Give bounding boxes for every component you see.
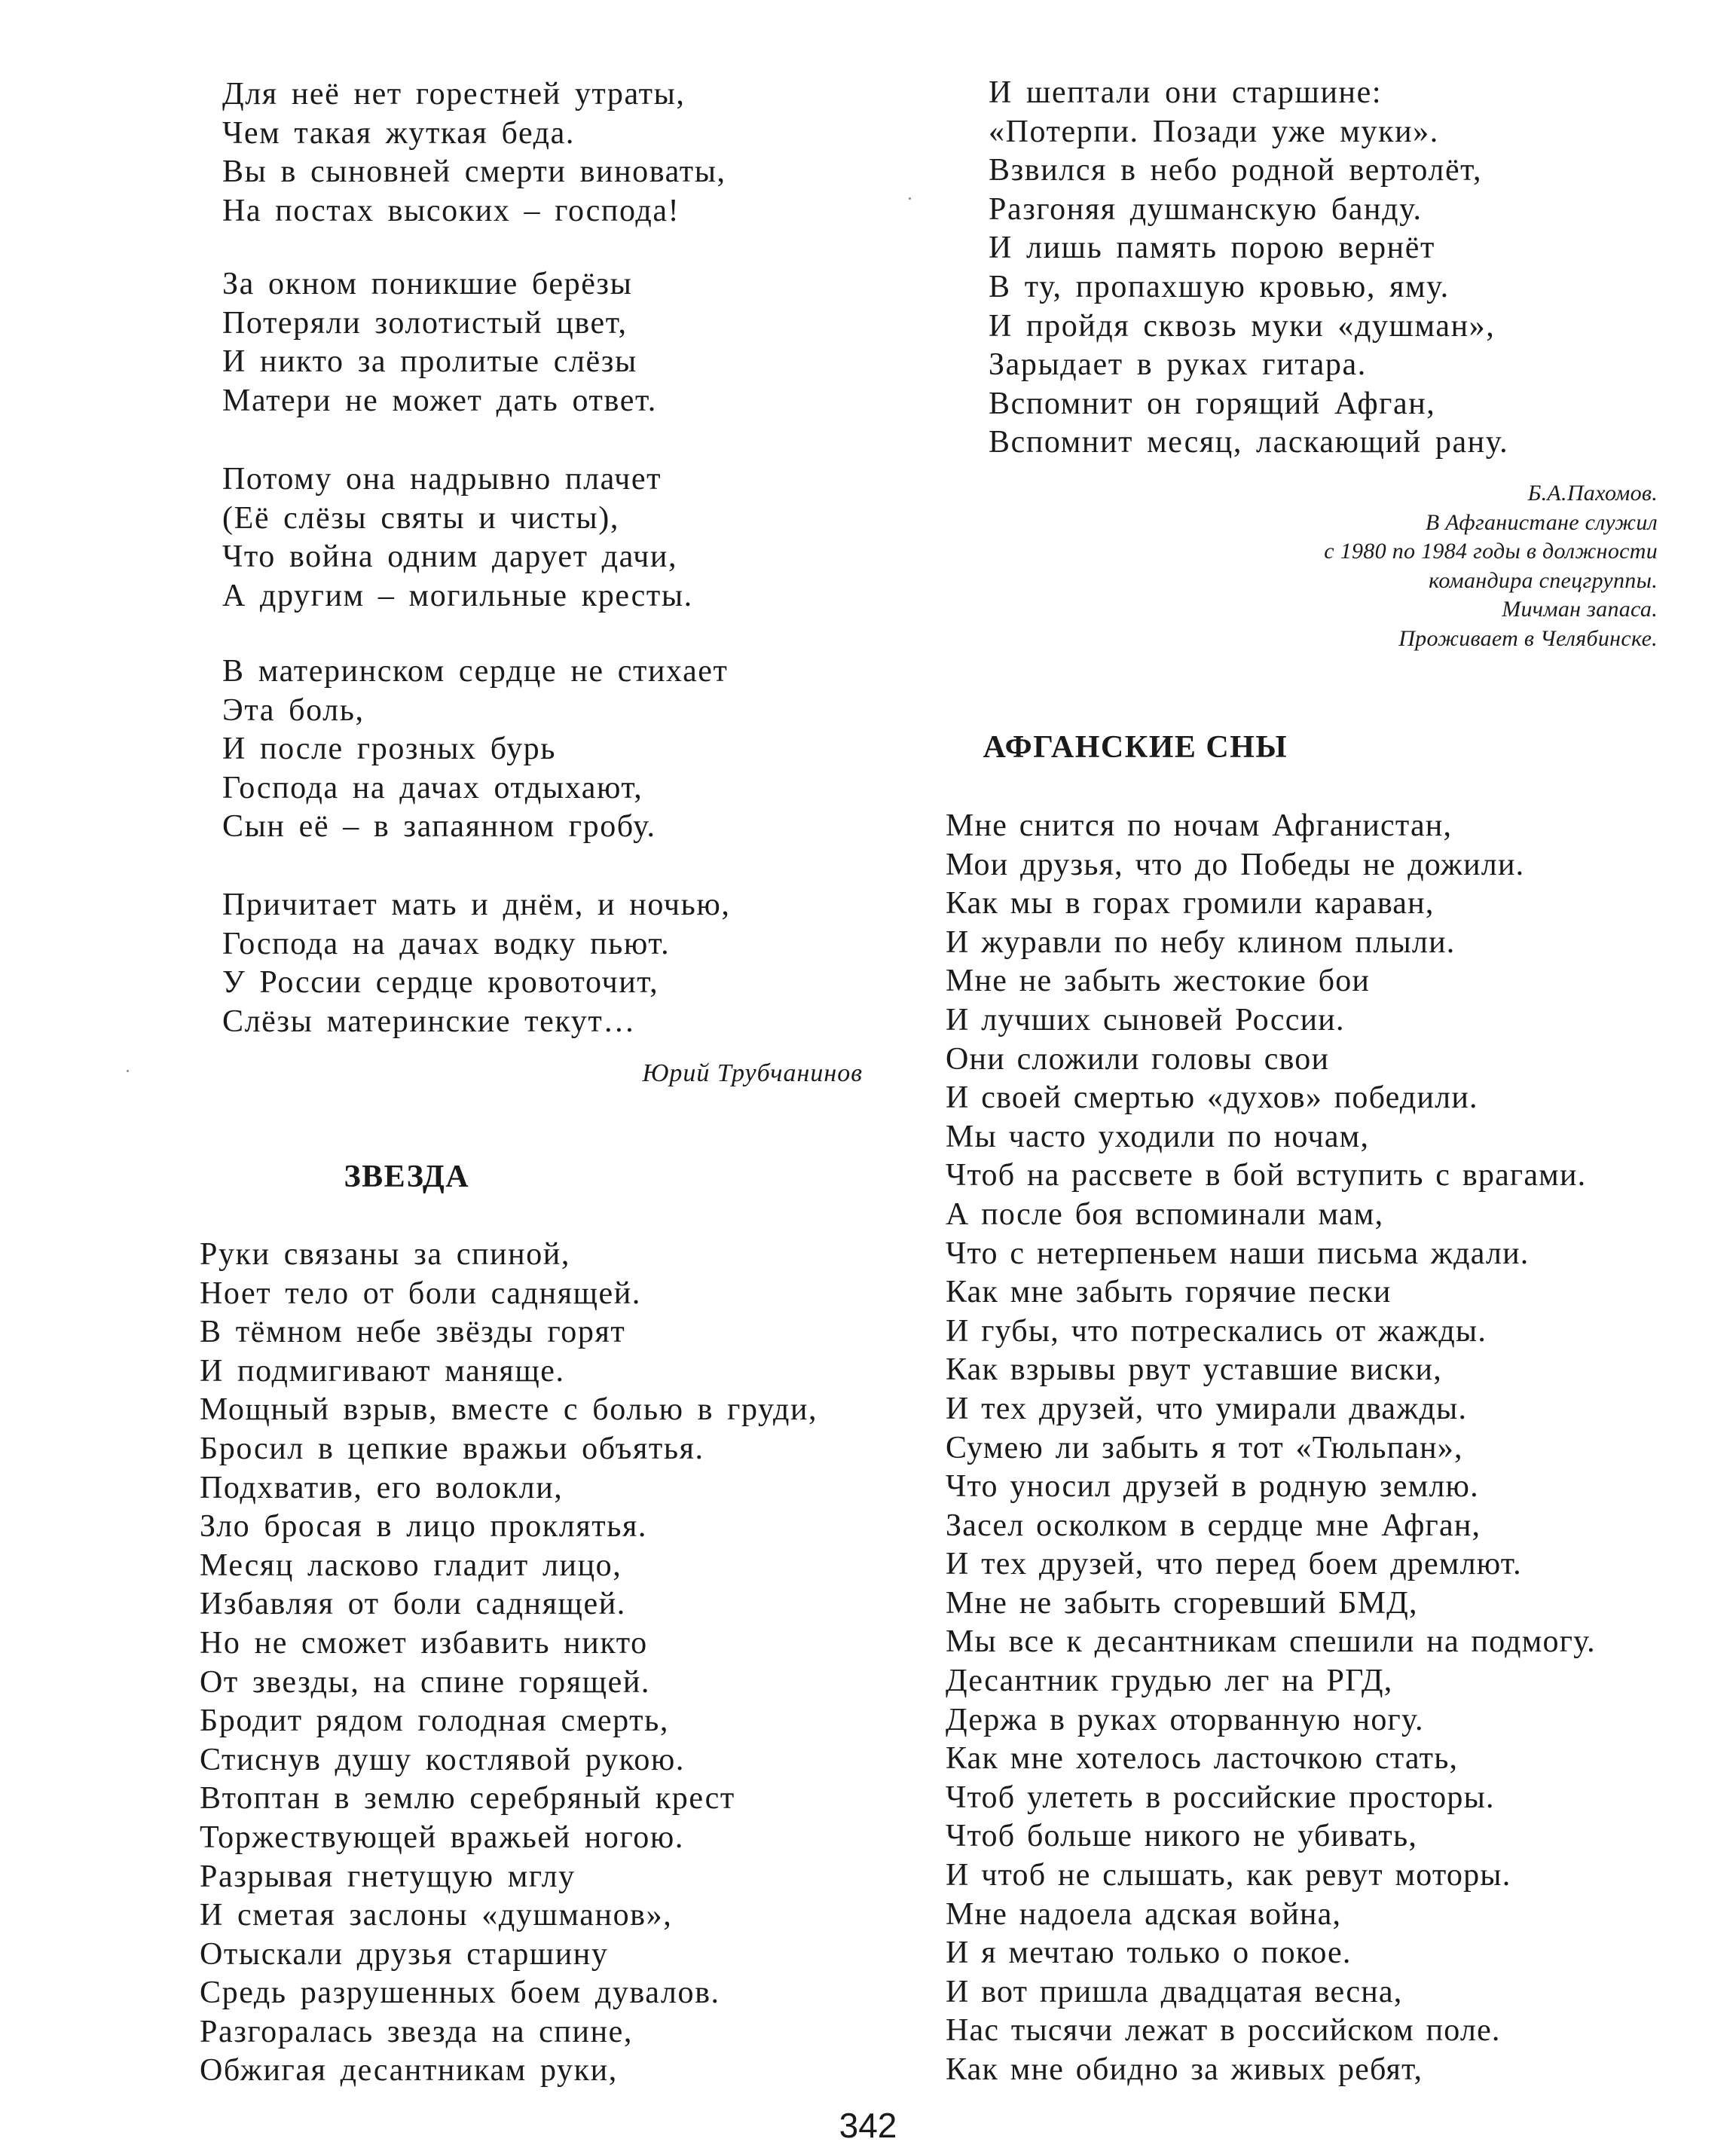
poem-line: А другим – могильные кресты.	[222, 578, 693, 613]
poem-line: Мы часто уходили по ночам,	[946, 1119, 1370, 1154]
poem-line: Средь разрушенных боем дувалов.	[200, 1975, 720, 2011]
poem-stanza	[222, 652, 729, 847]
poem-line: Вспомнит месяц, ласкающий рану.	[989, 425, 1509, 460]
poem-line: Втоптан в землю серебряный крест	[200, 1781, 735, 1816]
poem-line: Чтоб на рассвете в бой вступить с врагами.	[946, 1158, 1587, 1193]
poem-line: И вот пришла двадцатая весна,	[946, 1974, 1403, 2009]
poem-line: Матери не может дать ответ.	[222, 383, 657, 418]
poem-line: За окном поникшие берёзы	[222, 267, 633, 301]
poem-line: Подхватив, его волокли,	[200, 1470, 564, 1505]
poem-line: И сметая заслоны «душманов»,	[200, 1898, 673, 1933]
author-bio	[1324, 479, 1658, 653]
bio-line: Проживает в Челябинске.	[1398, 625, 1658, 651]
poem-line: Как мне забыть горячие пески	[946, 1275, 1392, 1310]
poem-line: Мощный взрыв, вместе с болью в груди,	[200, 1392, 818, 1428]
poem-line: И своей смертью «духов» победили.	[946, 1080, 1478, 1116]
poem-line: Как мне обидно за живых ребят,	[946, 2052, 1423, 2087]
poem-title: ЗВЕЗДА	[344, 1160, 470, 1194]
bio-line: Б.А.Пахомов.	[1527, 481, 1658, 506]
poem-line: Мы все к десантникам спешили на подмогу.	[946, 1624, 1596, 1660]
poem-line: И чтоб не слышать, как ревут моторы.	[946, 1858, 1511, 1893]
bio-line: Мичман запаса.	[1502, 597, 1658, 622]
poem-line: Чтоб больше никого не убивать,	[946, 1819, 1418, 1854]
poem-line: Разрывая гнетущую мглу	[200, 1859, 576, 1894]
poem-stanza	[222, 265, 657, 420]
poem-line: И губы, что потрескались от жажды.	[946, 1313, 1487, 1349]
page-number: 342	[839, 2106, 897, 2145]
poem-line: Зарыдает в руках гитара.	[989, 347, 1367, 383]
poem-line: И подмигивают маняще.	[200, 1353, 565, 1389]
poem-line: Причитает мать и днём, и ночью,	[222, 888, 731, 922]
poem-line: Для неё нет горестней утраты,	[222, 77, 686, 112]
poem-line: Чем такая жуткая беда.	[222, 115, 575, 151]
poem-line: Бросил в цепкие вражьи объятья.	[200, 1431, 704, 1466]
poem-line: Месяц ласково гладит лицо,	[200, 1548, 622, 1583]
poem-body	[200, 1236, 818, 2091]
poem-line: Как мы в горах громили караван,	[946, 886, 1435, 921]
poem-line: Мне не забыть сгоревший БМД,	[946, 1585, 1418, 1621]
poem-line: И никто за пролитые слёзы	[222, 344, 637, 380]
poem-line: В ту, пропахшую кровью, яму.	[989, 269, 1450, 304]
poem-line: Потеряли золотистый цвет,	[222, 305, 628, 341]
poem-line: В тёмном небе звёзды горят	[200, 1315, 626, 1350]
poem-line: Вы в сыновней смерти виноваты,	[222, 154, 726, 190]
poem-line: Зло бросая в лицо проклятья.	[200, 1509, 648, 1545]
poem-line: И лучших сыновей России.	[946, 1002, 1345, 1037]
poem-line: Они сложили головы свои	[946, 1041, 1330, 1077]
poem-line: Разгоняя душманскую банду.	[989, 191, 1423, 227]
poem-line: Мне не забыть жестокие бои	[946, 964, 1371, 999]
poem-line: В материнском сердце не стихает	[222, 654, 729, 689]
poem-line: Что война одним дарует дачи,	[222, 539, 678, 575]
poem-line: Десантник грудью лег на РГД,	[946, 1664, 1393, 1699]
poem-line: Мои друзья, что до Победы не дожили.	[946, 847, 1525, 882]
poem-line: Господа на дачах водку пьют.	[222, 926, 671, 961]
poem-line: Разгоралась звезда на спине,	[200, 2014, 633, 2049]
scan-speck	[127, 1070, 129, 1072]
poem-stanza	[222, 886, 730, 1041]
poem-line: Сын её – в запаянном гробу.	[222, 809, 656, 845]
poem-line: Бродит рядом голодная смерть,	[200, 1703, 669, 1739]
poem-line: И тех друзей, что перед боем дремлют.	[946, 1547, 1522, 1582]
poem-line: И журавли по небу клином плыли.	[946, 924, 1456, 960]
poem-line: И я мечтаю только о покое.	[946, 1936, 1352, 1971]
bio-line: с 1980 по 1984 годы в должности	[1324, 539, 1658, 564]
poem-line: И пройдя сквозь муки «душман»,	[989, 308, 1496, 344]
poem-line: У России сердце кровоточит,	[222, 965, 659, 1001]
scan-speck	[909, 197, 911, 200]
poem-line: Слёзы материнские текут…	[222, 1004, 636, 1039]
poem-line: (Её слёзы святы и чисты),	[222, 500, 619, 536]
poem-line: Как взрывы рвут уставшие виски,	[946, 1352, 1442, 1388]
poem-line: Чтоб улететь в российские просторы.	[946, 1780, 1495, 1815]
poem-line: Что уносил друзей в родную землю.	[946, 1469, 1479, 1505]
poem-line: А после боя вспоминали мам,	[946, 1196, 1384, 1232]
poem-line: Как мне хотелось ласточкою стать,	[946, 1741, 1459, 1777]
poem-stanza	[222, 75, 726, 231]
poem-line: Вспомнит он горящий Афган,	[989, 386, 1436, 421]
poem-line: Стиснув душу костлявой рукою.	[200, 1742, 686, 1777]
poem-line: Обжигая десантникам руки,	[200, 2053, 618, 2088]
poem-title: АФГАНСКИЕ СНЫ	[983, 730, 1288, 765]
poem-line: «Потерпи. Позади уже муки».	[989, 114, 1439, 149]
poem-line: Сумею ли забыть я тот «Тюльпан»,	[946, 1430, 1463, 1465]
poem-line: Потому она надрывно плачет	[222, 462, 662, 497]
poem-author: Юрий Трубчанинов	[642, 1059, 863, 1087]
poem-line: Эта боль,	[222, 692, 365, 728]
bio-line: командира спецгруппы.	[1429, 567, 1658, 593]
poem-line: Нас тысячи лежат в российском поле.	[946, 2013, 1501, 2049]
poem-line: Ноет тело от боли саднящей.	[200, 1276, 641, 1311]
poem-line: Господа на дачах отдыхают,	[222, 770, 643, 805]
poem-line: Торжествующей вражьей ногою.	[200, 1820, 684, 1855]
poem-body	[946, 807, 1596, 2090]
poem-line: Взвился в небо родной вертолёт,	[989, 153, 1483, 188]
poem-line: Отыскали друзья старшину	[200, 1936, 609, 1972]
poem-line: На постах высоких – господа!	[222, 193, 680, 228]
poem-line: От звезды, на спине горящей.	[200, 1664, 651, 1700]
poem-body	[989, 74, 1508, 463]
poem-line: Что с нетерпеньем наши письма ждали.	[946, 1236, 1530, 1271]
poem-line: И после грозных бурь	[222, 732, 557, 767]
poem-line: Избавляя от боли саднящей.	[200, 1587, 626, 1622]
poem-line: Мне надоела адская война,	[946, 1896, 1342, 1932]
poem-line: Засел осколком в сердце мне Афган,	[946, 1508, 1481, 1543]
poem-line: Но не сможет избавить никто	[200, 1625, 648, 1661]
poem-stanza	[222, 460, 693, 616]
poem-line: Держа в руках оторванную ногу.	[946, 1702, 1424, 1737]
poem-line: И лишь память порою вернёт	[989, 231, 1435, 266]
bio-line: В Афганистане служил	[1425, 509, 1658, 535]
poem-line: Руки связаны за спиной,	[200, 1237, 570, 1272]
poem-line: И тех друзей, что умирали дважды.	[946, 1391, 1468, 1426]
poem-line: Мне снится по ночам Афганистан,	[946, 808, 1453, 843]
poem-line: И шептали они старшине:	[989, 75, 1383, 110]
